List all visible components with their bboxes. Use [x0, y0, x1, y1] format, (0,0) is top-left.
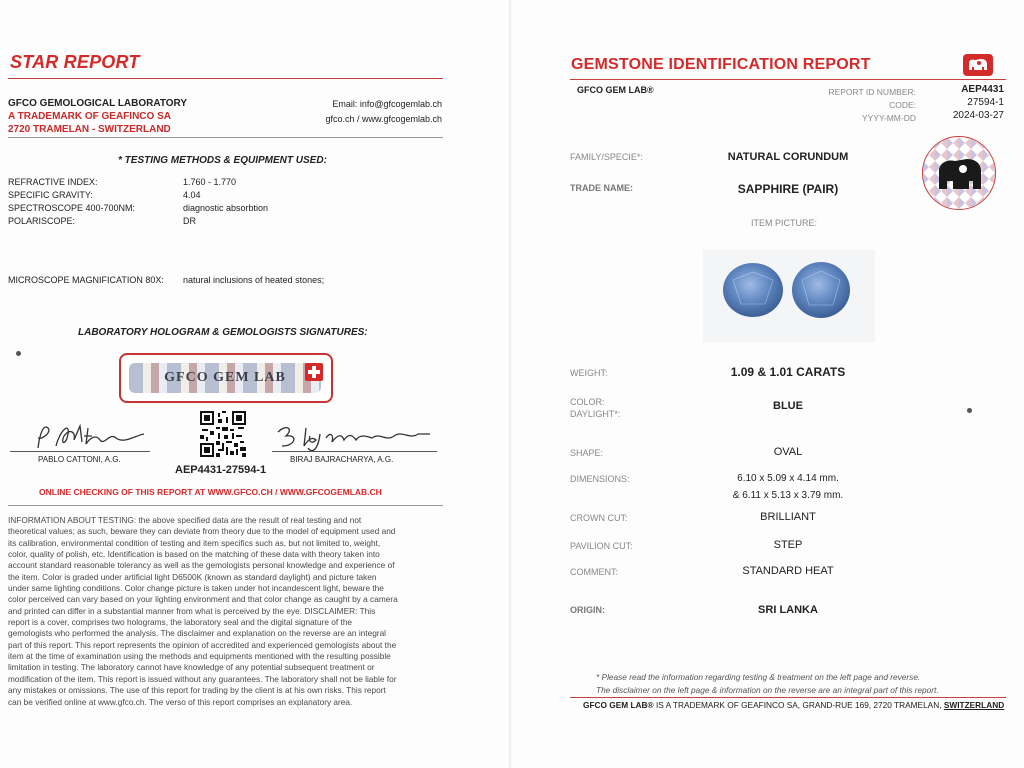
crown-cut-label: CROWN CUT:: [570, 513, 628, 523]
weight-value: 1.09 & 1.01 CARATS: [730, 365, 846, 379]
pavilion-cut-label: PAVILION CUT:: [570, 541, 633, 551]
family-label: FAMILY/SPECIE*:: [570, 152, 643, 162]
dimensions-value-2: & 6.11 x 5.13 x 3.79 mm.: [732, 490, 844, 501]
family-value: NATURAL CORUNDUM: [727, 151, 849, 163]
hologram-text: GFCO GEM LAB: [164, 370, 286, 385]
footer-rule: [570, 697, 1006, 698]
tests-table: [8, 176, 268, 228]
comment-value: STANDARD HEAT: [742, 565, 834, 577]
shape-value: OVAL: [773, 446, 803, 458]
crown-cut-value: BRILLIANT: [760, 511, 816, 523]
item-picture-label: ITEM PICTURE:: [751, 218, 818, 228]
gem-left: [723, 263, 783, 317]
origin-value: SRI LANKA: [758, 604, 818, 616]
swiss-flag-icon: [305, 363, 323, 381]
testing-info-text: INFORMATION ABOUT TESTING: the above specified data are the result of real testing and not theoretical values; as such, beware they can deviate from theory due to the model of equipment used and its calibration, environmental condition of testing and item specifics such as, but not limited to, weight, color, quality of polish, etc. Identification is based on the matching of these data with theory taken into account standard reasonable tolerancy as well as the gemologists personal knowledge and experience of the item. Color is graded under artificial light D6500K (known as standard daylight) and picture taken under same lighting conditions. Color change picture is taken under hot incandescent light, beware the color perceived can vary based on your lighting environment and that color change as caught by a camera and printed can differ in a substantial manner from what is perceived by the eye. DISCLAIMER: This report is a cover, comprises two holograms, the laboratory seal and the digital signature of the gemologists who performed the analysis. The disclaimer and explanation on the reverse are an integral part of this report. This report represents the opinion of accredited and experienced gemologists about the item at the time of examination using the methods and equipments mentioned with the resulting possible limitation in testing. The laboratory cannot have knowledge of any potential subsequent treatment or modification of the item. This report is issued without any guarantees. The laboratory shall not be liable for any mistakes or omissions. The use of this report for trading by the client is at his own risks. This report can be verified online at www.gfco.ch. The verso of this report comprises an explanatory area.: [8, 515, 398, 707]
test-key: POLARISCOPE:: [8, 216, 76, 226]
note-line-2: The disclaimer on the left page & information on the reverse are an integral part of this report.: [596, 685, 939, 695]
contact-web: gfco.ch / www.gfcogemlab.ch: [325, 114, 442, 124]
laboratory-seal-icon: [922, 136, 996, 210]
signer-1-name: PABLO CATTONI, A.G.: [38, 455, 121, 464]
test-row: [8, 189, 268, 202]
report-id-code: AEP4431-27594-1: [175, 464, 267, 476]
lab-address-block: [8, 97, 187, 136]
hologram-heading: LABORATORY HOLOGRAM & GEMOLOGISTS SIGNATURES:: [78, 327, 368, 338]
note-line-1: * Please read the information regarding testing & treatment on the left page and reverse.: [596, 672, 921, 682]
report-id-values: [921, 83, 1004, 122]
item-picture: [703, 250, 875, 342]
title-rule: [8, 78, 443, 79]
hologram: [119, 353, 333, 403]
contact-email: Email: info@gfcogemlab.ch: [332, 99, 442, 109]
right-title-rule: [570, 79, 1006, 80]
gemstone-report-title: GEMSTONE IDENTIFICATION REPORT: [571, 56, 871, 73]
trade-name-label: TRADE NAME:: [570, 183, 633, 193]
report-id-number: AEP4431: [961, 84, 1004, 95]
gfco-logo-icon: [963, 54, 993, 76]
report-date: 2024-03-27: [952, 110, 1004, 121]
test-key: SPECTROSCOPE 400-700NM:: [8, 203, 136, 213]
dimensions-label: DIMENSIONS:: [570, 474, 630, 484]
star-report-title: STAR REPORT: [10, 52, 140, 72]
signer-2-name: BIRAJ BAJRACHARYA, A.G.: [290, 455, 394, 464]
pavilion-cut-value: STEP: [773, 539, 803, 551]
test-row: [8, 176, 268, 189]
weight-label: WEIGHT:: [570, 368, 608, 378]
microscope-value: natural inclusions of heated stones;: [183, 275, 325, 285]
test-key: SPECIFIC GRAVITY:: [8, 190, 93, 200]
signature-bajracharya: [272, 420, 442, 454]
gfco-gem-lab-label: GFCO GEM LAB®: [577, 85, 654, 95]
microscope-row: [8, 274, 324, 287]
lab-name: GFCO GEMOLOGICAL LABORATORY: [8, 98, 188, 109]
testing-heading: * TESTING METHODS & EQUIPMENT USED:: [118, 155, 327, 166]
test-value: DR: [183, 216, 196, 226]
signature-cattoni: [30, 418, 150, 452]
test-value: diagnostic absorbtion: [183, 203, 269, 213]
test-value: 4.04: [183, 190, 201, 200]
lab-trademark: A TRADEMARK OF GEAFINCO SA: [8, 111, 171, 122]
punch-hole: [16, 351, 21, 356]
comment-label: COMMENT:: [570, 567, 618, 577]
shape-label: SHAPE:: [570, 448, 604, 458]
color-value: BLUE: [773, 400, 803, 412]
footer-country: SWITZERLAND: [943, 700, 1005, 710]
dimensions-value-1: 6.10 x 5.09 x 4.14 mm.: [737, 473, 839, 484]
footer-text: IS A TRADEMARK OF GEAFINCO SA, GRAND-RUE 169, 2720 TRAMELAN,: [653, 700, 944, 710]
color-label: COLOR: DAYLIGHT*:: [570, 397, 621, 419]
qr-code-icon: [200, 411, 246, 457]
address-rule: [8, 137, 443, 138]
origin-label: ORIGIN:: [570, 605, 605, 615]
trade-name-value: SAPPHIRE (PAIR): [737, 182, 839, 196]
report-code: 27594-1: [967, 97, 1004, 108]
online-check-note: ONLINE CHECKING OF THIS REPORT AT WWW.GFCO.CH / WWW.GFCOGEMLAB.CH: [39, 487, 382, 497]
test-value: 1.760 - 1.770: [183, 177, 237, 187]
footer-brand: GFCO GEM LAB®: [583, 700, 654, 710]
test-row: [8, 215, 268, 228]
contact-block: [325, 97, 442, 127]
gem-right: [792, 262, 850, 318]
left-page: [0, 0, 510, 768]
footer-trademark: [583, 700, 1004, 710]
report-id-labels: REPORT ID NUMBER: CODE: YYYY-MM-DD: [828, 87, 916, 123]
lab-address: 2720 TRAMELAN - SWITZERLAND: [8, 124, 171, 135]
test-key: REFRACTIVE INDEX:: [8, 177, 98, 187]
microscope-key: MICROSCOPE MAGNIFICATION 80X:: [8, 275, 164, 285]
punch-hole-right: [967, 408, 972, 413]
info-rule: [8, 505, 443, 506]
test-row: [8, 202, 268, 215]
